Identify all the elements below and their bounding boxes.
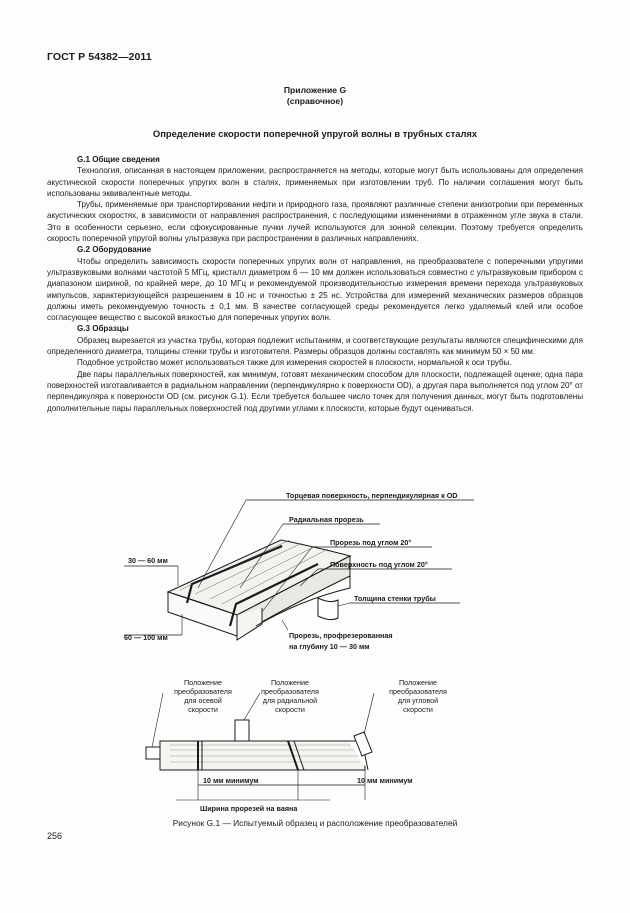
label-surface-20: Поверхность под углом 20° [330, 560, 428, 569]
paragraph-g1-2: Трубы, применяемые при транспортировании нефти и природного газа, проявляют различные степени анизотропии при переменных акустических скоростях, в зависимости от направления распространения, с последующими изменениями в отраженном угле звука в стали. Это в особенности серьезно, если сфокусированные пучки лучей используются для зонной селекции. Поэтому требуется определить скорость поперечной упругой волны ультразвука при распространении в различных направлениях. [47, 200, 583, 244]
label-axial-2: преобразователя [174, 687, 232, 696]
label-axial-4: скорости [188, 705, 218, 714]
label-radial-4: скорости [275, 705, 305, 714]
label-milled-slot-2: на глубину 10 — 30 мм [289, 642, 370, 651]
label-radial-3: для радиальной [262, 696, 318, 705]
paragraph-g3-1: Образец вырезается из участка трубы, которая подлежит испытаниям, и соответствующие результаты являются специфическими для определенного диаметра, толщины стенки трубы и изготовителя. Размеры образцов должны составлять как минимум 50 × 50 мм. [47, 335, 583, 357]
label-radial-slot: Радиальная прорезь [289, 515, 364, 524]
label-dim-length: 60 — 100 мм [124, 633, 168, 642]
page-number: 256 [47, 831, 63, 841]
figure-caption: Рисунок G.1 — Испытуемый образец и расположение преобразователей [172, 818, 458, 828]
label-wall-thickness: Толщина стенки трубы [354, 594, 436, 603]
annex-title: Приложение G [283, 85, 347, 95]
label-slot-20: Прорезь под углом 20° [330, 538, 412, 547]
heading-g3: G.3 Образцы [77, 324, 129, 334]
label-axial-1: Положение [184, 678, 222, 687]
label-axial-3: для осевой [184, 696, 222, 705]
heading-g2: G.2 Оборудование [77, 245, 152, 255]
label-radial-1: Положение [271, 678, 309, 687]
paragraph-g1-1: Технология, описанная в настоящем приложении, распространяется на методы, которые могут быть использованы для определения акустической скорости поперечных упругих волн в сталях, применяемых при изготовлении труб. По наличии соглашения могут быть использованы эквивалентные методы. [47, 166, 583, 198]
label-angle-4: скорости [403, 705, 433, 714]
label-end-face: Торцевая поверхность, перпендикулярная к OD [286, 491, 458, 500]
label-angle-1: Положение [399, 678, 437, 687]
specimen-side-view [146, 693, 374, 800]
label-slot-width: Ширина прорезей на ваяна [200, 804, 298, 813]
section-title: Определение скорости поперечной упругой волны в трубных сталях [152, 128, 478, 139]
label-min-right: 10 мм минимум [357, 776, 413, 785]
label-dim-width: 30 — 60 мм [128, 556, 168, 565]
document-code: ГОСТ Р 54382—2011 [47, 51, 152, 63]
annex-subtitle: (справочное) [286, 96, 344, 106]
paragraph-g3-3: Две пары параллельных поверхностей, как минимум, готовят механическим способом для плоскости, подлежащей оценке; одна пара поверхностей изготавливается в радиальном направлении (перпендикулярно к поверхности OD), а другая пара выполняется под углом 20° от перпендикуляра к поверхности OD (см. рисунок G.1). Если требуется большее число точек для получения данных, могут быть подготовлены дополнительные пары параллельных поверхностей под другими углами к плоскости, которые будут оцениваться. [47, 369, 583, 413]
label-milled-slot-1: Прорезь, профрезерованная [289, 631, 393, 640]
paragraph-g3-2: Подобное устройство может использоваться также для измерения скоростей в плоскости, нормальной к оси трубы. [77, 358, 512, 368]
label-radial-2: преобразователя [261, 687, 319, 696]
paragraph-g2-1: Чтобы определить зависимость скорости поперечных упругих волн от направления, на преобразователе с поперечными упругими ультразвуковыми волнами частотой 5 МГц, кристалл диаметром 6 — 10 мм должен использоваться совместно с ультразвуковым прибором с диапазоном шириной, по крайней мере, до 10 МГц и рекомендуемой производительностью измерения времени перехода ультразвуковых импульсов, характеризующейся разрешением в 10 нс и точностью ± 25 нс. Устройства для измерений механических размеров образцов должны иметь рекомендуемую точность ± 0,1 мм. В качестве согласующей среды рекомендуется легко удаляемый клей или особое согласующее вещество с высокой вязкостью для поперечных упругих волн. [47, 256, 583, 323]
label-angle-3: для угловой [397, 696, 439, 705]
label-min-left: 10 мм минимум [203, 776, 259, 785]
heading-g1: G.1 Общие сведения [77, 155, 160, 164]
label-angle-2: преобразователя [389, 687, 447, 696]
